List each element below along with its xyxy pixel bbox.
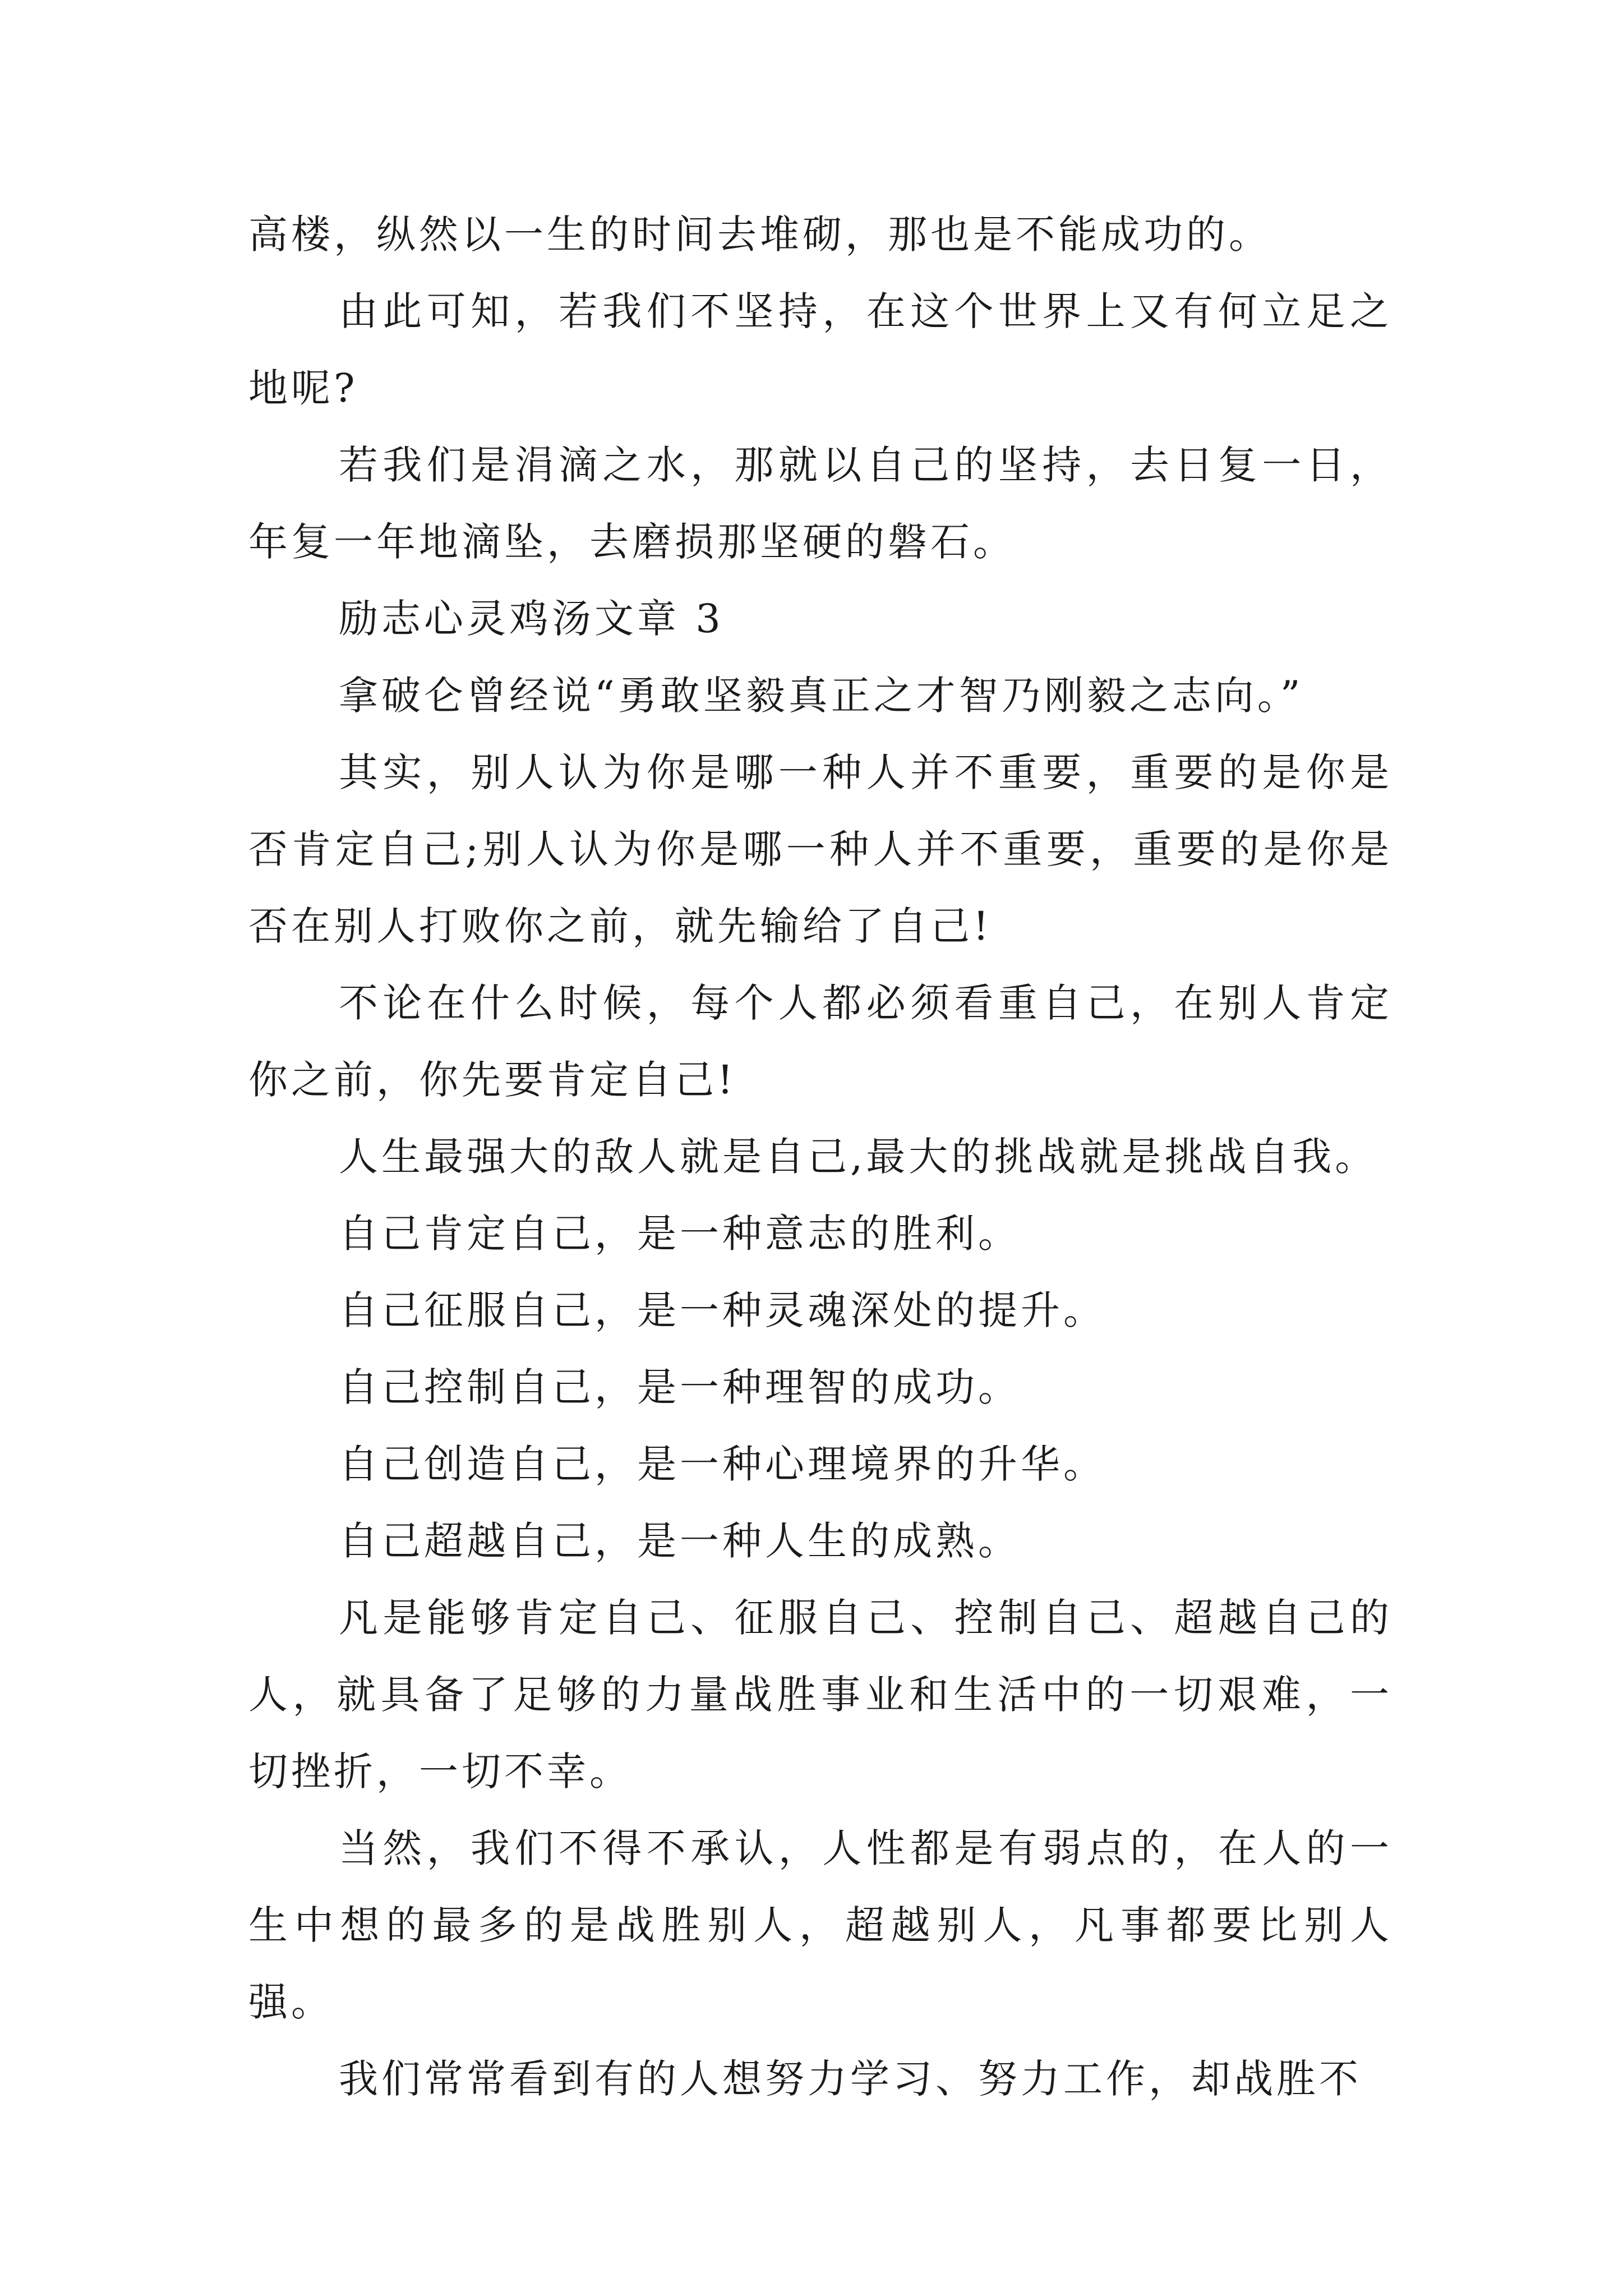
paragraph-3: 若我们是涓滴之水，那就以自己的坚持，去日复一日，年复一年地滴坠，去磨损那坚硬的磐石。 <box>248 442 1393 565</box>
paragraph-8: 人生最强大的敌人就是自己,最大的挑战就是挑战自我。 <box>339 1134 1378 1180</box>
article-body <box>248 196 1393 2118</box>
paragraph-5: 拿破仑曾经说“勇敢坚毅真正之才智乃刚毅之志向。” <box>339 673 1304 719</box>
paragraph-2: 由此可知，若我们不坚持，在这个世界上又有何立足之地呢? <box>248 288 1393 411</box>
paragraph-12: 自己创造自己，是一种心理境界的升华。 <box>339 1441 1106 1487</box>
paragraph-11: 自己控制自己，是一种理智的成功。 <box>339 1364 1021 1410</box>
paragraph-15: 当然，我们不得不承认，人性都是有弱点的，在人的一生中想的最多的是战胜别人，超越别人，凡事都要比别人强。 <box>248 1825 1393 2025</box>
paragraph-14: 凡是能够肯定自己、征服自己、控制自己、超越自己的人，就具备了足够的力量战胜事业和生活中的一切艰难，一切挫折，一切不幸。 <box>248 1595 1393 1795</box>
paragraph-16: 我们常常看到有的人想努力学习、努力工作，却战胜不 <box>339 2056 1362 2102</box>
paragraph-1: 高楼，纵然以一生的时间去堆砌，那也是不能成功的。 <box>248 211 1271 257</box>
paragraph-6: 其实，别人认为你是哪一种人并不重要，重要的是你是否肯定自己;别人认为你是哪一种人并不重要，重要的是你是否在别人打败你之前，就先输给了自己! <box>248 749 1393 949</box>
paragraph-13: 自己超越自己，是一种人生的成熟。 <box>339 1518 1021 1564</box>
paragraph-7: 不论在什么时候，每个人都必须看重自己，在别人肯定你之前，你先要肯定自己! <box>248 980 1393 1103</box>
paragraph-10: 自己征服自己，是一种灵魂深处的提升。 <box>339 1287 1106 1333</box>
section-heading: 励志心灵鸡汤文章 3 <box>339 596 724 642</box>
paragraph-9: 自己肯定自己，是一种意志的胜利。 <box>339 1211 1021 1257</box>
